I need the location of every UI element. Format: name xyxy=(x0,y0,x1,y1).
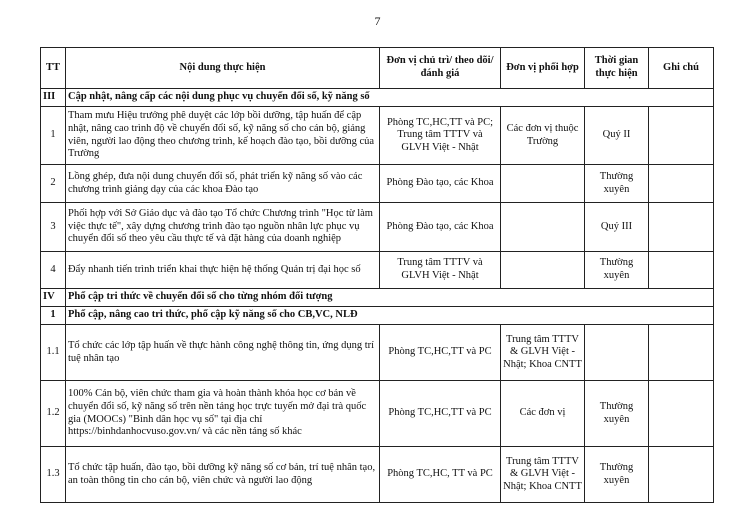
row-lead-unit: Phòng TC,HC,TT và PC xyxy=(380,325,501,381)
row-number: 1.1 xyxy=(41,325,66,381)
page-number: 7 xyxy=(374,14,381,28)
row-number: 3 xyxy=(41,203,66,252)
header-lead-unit: Đơn vị chủ trì/ theo dõi/ đánh giá xyxy=(380,48,501,89)
row-lead-unit: Trung tâm TTTV và GLVH Việt - Nhật xyxy=(380,252,501,289)
row-lead-unit: Phòng TC,HC,TT và PC xyxy=(380,381,501,447)
row-coop-unit: Các đơn vị xyxy=(501,381,585,447)
plan-table xyxy=(40,47,714,503)
row-content: Tổ chức các lớp tập huấn về thực hành công nghệ thông tin, ứng dụng trí tuệ nhân tạo xyxy=(66,325,380,381)
table-row xyxy=(41,381,714,447)
table-header-row xyxy=(41,48,714,89)
row-time: Thường xuyên xyxy=(585,165,649,203)
row-coop-unit xyxy=(501,203,585,252)
subsection-title: Phổ cập, nâng cao tri thức, phổ cập kỹ năng số cho CB,VC, NLĐ xyxy=(66,307,714,325)
row-number: 1.2 xyxy=(41,381,66,447)
row-content: Đẩy nhanh tiến trình triển khai thực hiện hệ thống Quản trị đại học số xyxy=(66,252,380,289)
row-lead-unit: Phòng Đào tạo, các Khoa xyxy=(380,165,501,203)
subsection-number: 1 xyxy=(41,307,66,325)
row-note xyxy=(649,325,714,381)
row-number: 2 xyxy=(41,165,66,203)
row-time: Thường xuyên xyxy=(585,381,649,447)
row-time: Thường xuyên xyxy=(585,447,649,503)
table-row xyxy=(41,447,714,503)
header-note: Ghi chú xyxy=(649,48,714,89)
row-time: Thường xuyên xyxy=(585,252,649,289)
row-number: 4 xyxy=(41,252,66,289)
section-title: Phổ cập tri thức về chuyển đổi số cho từng nhóm đối tượng xyxy=(66,289,714,307)
section-number: IV xyxy=(41,289,66,307)
row-content: Tham mưu Hiệu trưởng phê duyệt các lớp bồi dưỡng, tập huấn để cập nhật, nâng cao trình độ về chuyển đổi số, kỹ năng số cho cán bộ, giảng viên, người lao động theo chương trình, kế hoạch đào tạo, bồi dưỡng của Trường xyxy=(66,107,380,165)
row-coop-unit: Trung tâm TTTV & GLVH Việt - Nhật; Khoa CNTT xyxy=(501,447,585,503)
row-time: Quý II xyxy=(585,107,649,165)
row-note xyxy=(649,107,714,165)
row-time xyxy=(585,325,649,381)
row-coop-unit xyxy=(501,165,585,203)
row-lead-unit: Phòng TC,HC, TT và PC xyxy=(380,447,501,503)
table-row xyxy=(41,203,714,252)
row-coop-unit xyxy=(501,252,585,289)
row-number: 1.3 xyxy=(41,447,66,503)
section-title: Cập nhật, nâng cấp các nội dung phục vụ chuyển đổi số, kỹ năng số xyxy=(66,89,714,107)
row-note xyxy=(649,447,714,503)
header-time: Thời gian thực hiện xyxy=(585,48,649,89)
row-content: Lồng ghép, đưa nội dung chuyển đổi số, phát triển kỹ năng số vào các chương trình giảng dạy của các khoa Đào tạo xyxy=(66,165,380,203)
section-row xyxy=(41,289,714,307)
row-content: Tổ chức tập huấn, đào tạo, bồi dưỡng kỹ năng số cơ bản, trí tuệ nhân tạo, an toàn thông tin cho cán bộ, viên chức và người lao động xyxy=(66,447,380,503)
row-content: 100% Cán bộ, viên chức tham gia và hoàn thành khóa học cơ bản về chuyển đổi số, kỹ năng số trên nền tảng học trực tuyến mở đại trà quốc gia (MOOCs) "Bình dân học vụ số" tại địa chỉ https://binhdanhocvuso.gov.vn/ và các nền tảng số khác xyxy=(66,381,380,447)
table-row xyxy=(41,165,714,203)
table-row xyxy=(41,252,714,289)
section-number: III xyxy=(41,89,66,107)
row-coop-unit: Trung tâm TTTV & GLVH Việt - Nhật; Khoa CNTT xyxy=(501,325,585,381)
row-lead-unit: Phòng Đào tạo, các Khoa xyxy=(380,203,501,252)
header-content: Nội dung thực hiện xyxy=(66,48,380,89)
row-note xyxy=(649,252,714,289)
row-coop-unit: Các đơn vị thuộc Trường xyxy=(501,107,585,165)
row-note xyxy=(649,165,714,203)
row-note xyxy=(649,203,714,252)
row-content: Phối hợp với Sở Giáo dục và đào tạo Tổ chức Chương trình "Học từ làm việc thực tế", xây dựng chương trình đào tạo nguồn nhân lực phục vụ chuyển đổi số theo yêu cầu thực tế và đặt hàng của doanh nghiệp xyxy=(66,203,380,252)
header-tt: TT xyxy=(41,48,66,89)
row-note xyxy=(649,381,714,447)
header-coop-unit: Đơn vị phối hợp xyxy=(501,48,585,89)
subsection-row xyxy=(41,307,714,325)
section-row xyxy=(41,89,714,107)
row-time: Quý III xyxy=(585,203,649,252)
table-row xyxy=(41,325,714,381)
table-row xyxy=(41,107,714,165)
row-lead-unit: Phòng TC,HC,TT và PC; Trung tâm TTTV và GLVH Việt - Nhật xyxy=(380,107,501,165)
row-number: 1 xyxy=(41,107,66,165)
